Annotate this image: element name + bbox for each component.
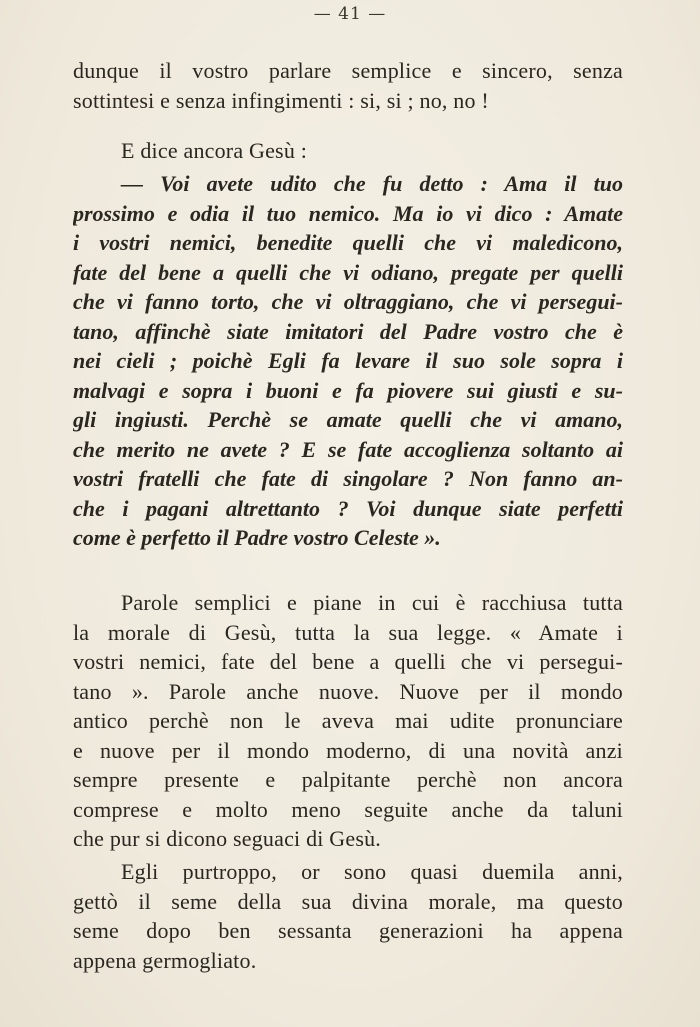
quotation-block xyxy=(73,169,623,553)
quote-line: — Voi avete udito che fu detto : Ama il tuo xyxy=(121,171,623,196)
text-line: antico perchè non le aveva mai udite pronunciare xyxy=(73,708,623,733)
text-line: Egli purtroppo, or sono quasi duemila anni, xyxy=(121,859,623,884)
quote-line: nei cieli ; poichè Egli fa levare il suo sole sopra i xyxy=(73,348,623,373)
quote-line: che vi fanno torto, che vi oltraggiano, che vi persegui- xyxy=(73,289,623,314)
quote-line: malvagi e sopra i buoni e fa piovere sui giusti e su- xyxy=(73,377,623,403)
text-line: sottintesi e senza infingimenti : si, si ; no, no ! xyxy=(73,87,489,113)
paragraph-intro xyxy=(73,136,623,166)
text-line: comprese e molto meno seguite anche da taluni xyxy=(73,796,623,822)
quote-line: i vostri nemici, benedite quelli che vi maledicono, xyxy=(73,230,623,255)
text-line: E dice ancora Gesù : xyxy=(121,138,308,163)
paragraph-continuation xyxy=(73,56,623,115)
text-line: dunque il vostro parlare semplice e sincero, senza xyxy=(73,58,623,83)
paragraph-closing xyxy=(73,857,623,975)
quote-line: vostri fratelli che fate di singolare ? Non fanno an- xyxy=(73,466,623,491)
text-line: Parole semplici e piane in cui è racchiusa tutta xyxy=(121,590,623,615)
quote-line: prossimo e odia il tuo nemico. Ma io vi dico : Amate xyxy=(73,200,623,226)
text-line: appena germogliato. xyxy=(73,947,257,973)
quote-line: come è perfetto il Padre vostro Celeste ». xyxy=(73,525,441,550)
text-line: la morale di Gesù, tutta la sua legge. « Amate i xyxy=(73,619,623,645)
text-line: che pur si dicono seguaci di Gesù. xyxy=(73,826,382,851)
text-line: gettò il seme della sua divina morale, ma questo xyxy=(73,888,623,914)
quote-line: che merito ne avete ? E se fate accoglienza soltanto ai xyxy=(73,436,623,462)
paragraph-commentary xyxy=(73,588,623,854)
quote-line: che i pagani altrettanto ? Voi dunque siate perfetti xyxy=(73,495,623,521)
quote-line: fate del bene a quelli che vi odiano, pregate per quelli xyxy=(73,259,623,285)
text-line: seme dopo ben sessanta generazioni ha appena xyxy=(73,918,623,943)
quote-line: gli ingiusti. Perchè se amate quelli che vi amano, xyxy=(73,407,623,432)
text-line: e nuove per il mondo moderno, di una novità anzi xyxy=(73,737,623,763)
quote-line: tano, affinchè siate imitatori del Padre vostro che è xyxy=(73,318,623,344)
text-line: tano ». Parole anche nuove. Nuove per il mondo xyxy=(73,678,623,704)
page-number: — 41 — xyxy=(313,4,387,24)
text-line: vostri nemici, fate del bene a quelli che vi persegui- xyxy=(73,649,623,674)
text-line: sempre presente e palpitante perchè non ancora xyxy=(73,767,623,792)
